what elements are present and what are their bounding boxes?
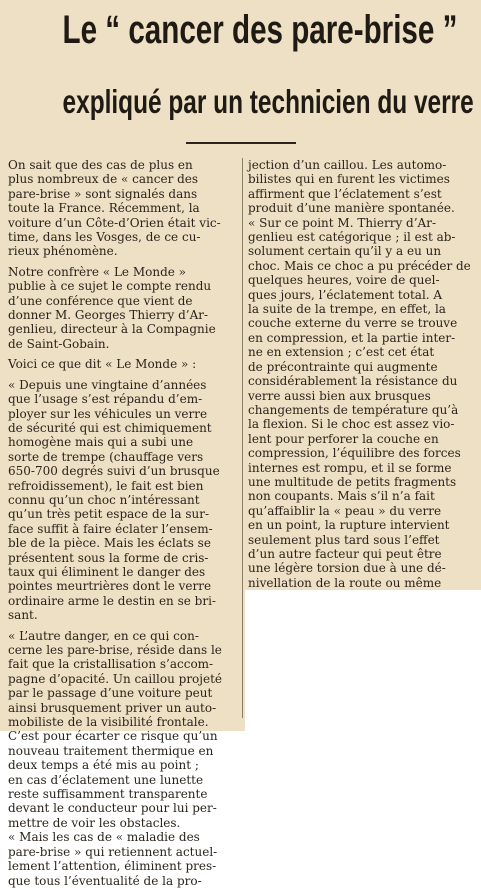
text-line: pointes meurtrières dont le verre bbox=[8, 579, 212, 594]
text-line: compression, l’équilibre des forces bbox=[248, 446, 461, 461]
text-line: lement l’attention, éliminent pres- bbox=[8, 859, 217, 874]
article-subtitle: expliqué par un technicien du verre bbox=[62, 83, 474, 120]
text-line: reste suffisamment transparente bbox=[8, 787, 208, 802]
text-line: en un point, la rupture intervient bbox=[248, 518, 450, 533]
text-line: genlieu est catégorique ; il est ab- bbox=[248, 230, 456, 245]
text-line: couche externe du verre se trouve bbox=[248, 316, 458, 331]
text-line: C’est pour écarter ce risque qu’un bbox=[8, 729, 218, 744]
text-line: connu qu’un choc n’intéressant bbox=[8, 492, 200, 507]
text-line: choc. Mais ce choc a pu précéder de bbox=[248, 258, 471, 273]
text-line: une légère torsion due à une dé- bbox=[248, 561, 446, 576]
text-line: affirment que l’éclatement s’est bbox=[248, 186, 442, 201]
text-line: devant le conducteur pour lui per- bbox=[8, 801, 217, 816]
text-line: bilistes qui en furent les victimes bbox=[248, 172, 450, 187]
text-line: pare-brise » qui retiennent actuel- bbox=[8, 844, 218, 859]
text-line: publie à ce sujet le compte rendu bbox=[8, 279, 212, 294]
blank-area bbox=[245, 590, 481, 731]
text-line: rieux phénomène. bbox=[8, 244, 118, 259]
text-line: présentent sous la forme de cris- bbox=[8, 550, 209, 565]
text-line: de précontrainte qui augmente bbox=[248, 359, 438, 374]
text-line: mettre de voir les obstacles. bbox=[8, 815, 181, 830]
text-line: nouveau traitement thermique en bbox=[8, 743, 214, 758]
text-line: en cas d’éclatement une lunette bbox=[8, 772, 204, 787]
text-line: lent pour perforer la couche en bbox=[248, 431, 439, 446]
text-line: internes est rompu, et il se forme bbox=[248, 460, 452, 475]
text-line: une multitude de petits fragments bbox=[248, 474, 457, 489]
text-line: donner M. Georges Thierry d’Ar- bbox=[8, 308, 209, 323]
text-line: qu’un très petit espace de la sur- bbox=[8, 507, 210, 522]
article-title: Le “ cancer des pare-brise ” bbox=[62, 8, 458, 52]
text-line: sant. bbox=[8, 608, 38, 623]
text-line: produit d’une manière spontanée. bbox=[248, 201, 455, 216]
text-line: mobiliste de la visibilité frontale. bbox=[8, 715, 209, 730]
text-line: solument certain qu’il y a eu un bbox=[248, 244, 442, 259]
text-line: fait que la cristallisation s’accom- bbox=[8, 657, 214, 672]
text-line: ordinaire arme le destin en se bri- bbox=[8, 593, 216, 608]
text-line: Notre confrère « Le Monde » bbox=[8, 264, 187, 279]
text-line: de sécurité qui est chimiquement bbox=[8, 420, 212, 435]
text-line: d’une conférence que vient de bbox=[8, 293, 193, 308]
text-line: ne en extension ; c’est cet état bbox=[248, 345, 435, 360]
text-line: ques jours, l’éclatement total. A bbox=[248, 287, 443, 302]
text-line: pare-brise » sont signalés dans bbox=[8, 186, 198, 201]
text-line: homogène mais qui a subi une bbox=[8, 435, 194, 450]
article-column-left bbox=[8, 158, 240, 888]
text-line: changements de température qu’à bbox=[248, 402, 459, 417]
text-line: time, dans les Vosges, de ce cu- bbox=[8, 230, 201, 245]
text-line: que tous l’éventualité de la pro- bbox=[8, 873, 202, 888]
text-line: de Saint-Gobain. bbox=[8, 336, 110, 351]
text-line: « Mais les cas de « maladie des bbox=[8, 830, 200, 845]
text-line: nivellation de la route ou même bbox=[248, 575, 442, 590]
text-line: toute la France. Récemment, la bbox=[8, 201, 200, 216]
text-line: jection d’un caillou. Les automo- bbox=[248, 158, 447, 172]
text-line: quelques heures, voire de quel- bbox=[248, 273, 440, 288]
text-line: face suffit à faire éclater l’ensem- bbox=[8, 521, 213, 536]
text-line: la flexion. Si le choc est assez vio- bbox=[248, 417, 455, 432]
text-line: deux temps a été mis au point ; bbox=[8, 758, 199, 773]
text-line: non coupants. Mais s’il n’a fait bbox=[248, 489, 435, 504]
text-line: « Sur ce point M. Thierry d’Ar- bbox=[248, 215, 437, 230]
text-line: On sait que des cas de plus en bbox=[8, 158, 193, 172]
text-line: « Depuis une vingtaine d’années bbox=[8, 377, 207, 392]
text-line: en compression, et la partie inter- bbox=[248, 330, 456, 345]
text-line: plus nombreux de « cancer des bbox=[8, 172, 199, 187]
text-line: ble de la pièce. Mais les éclats se bbox=[8, 536, 211, 551]
text-line: genlieu, directeur à la Compagnie bbox=[8, 322, 216, 337]
text-line: ployer sur les véhicules un verre bbox=[8, 406, 208, 421]
text-line: 650-700 degrés suivi d’un brusque bbox=[8, 464, 220, 479]
column-separator bbox=[242, 158, 243, 718]
text-line: refroidissement), le fait est bien bbox=[8, 478, 204, 493]
title-rule bbox=[186, 142, 296, 144]
text-line: sorte de trempe (chauffage vers bbox=[8, 449, 204, 464]
text-line: la suite de la trempe, en effet, la bbox=[248, 302, 446, 317]
text-line: qu’affaiblir la « peau » du verre bbox=[248, 503, 442, 518]
text-line: seulement plus tard sous l’effet bbox=[248, 532, 440, 547]
text-line: cerne les pare-brise, réside dans le bbox=[8, 643, 222, 657]
text-line: « L’autre danger, en ce qui con- bbox=[8, 628, 199, 643]
text-line: d’un autre facteur qui peut être bbox=[248, 546, 442, 561]
text-line: que l’usage s’est répandu d’em- bbox=[8, 392, 203, 407]
text-line: pagne d’opacité. Un caillou projeté bbox=[8, 671, 223, 686]
text-line: ainsi brusquement priver un auto- bbox=[8, 700, 217, 715]
text-line: considérablement la résistance du bbox=[248, 374, 458, 389]
text-line: Voici ce que dit « Le Monde » : bbox=[8, 357, 197, 372]
text-line: par le passage d’une voiture peut bbox=[8, 686, 213, 701]
text-line: taux qui éliminent le danger des bbox=[8, 564, 206, 579]
text-line: voiture d’un Côte-d’Orien était vic- bbox=[8, 215, 221, 230]
text-line: verre aussi bien aux brusques bbox=[248, 388, 431, 403]
